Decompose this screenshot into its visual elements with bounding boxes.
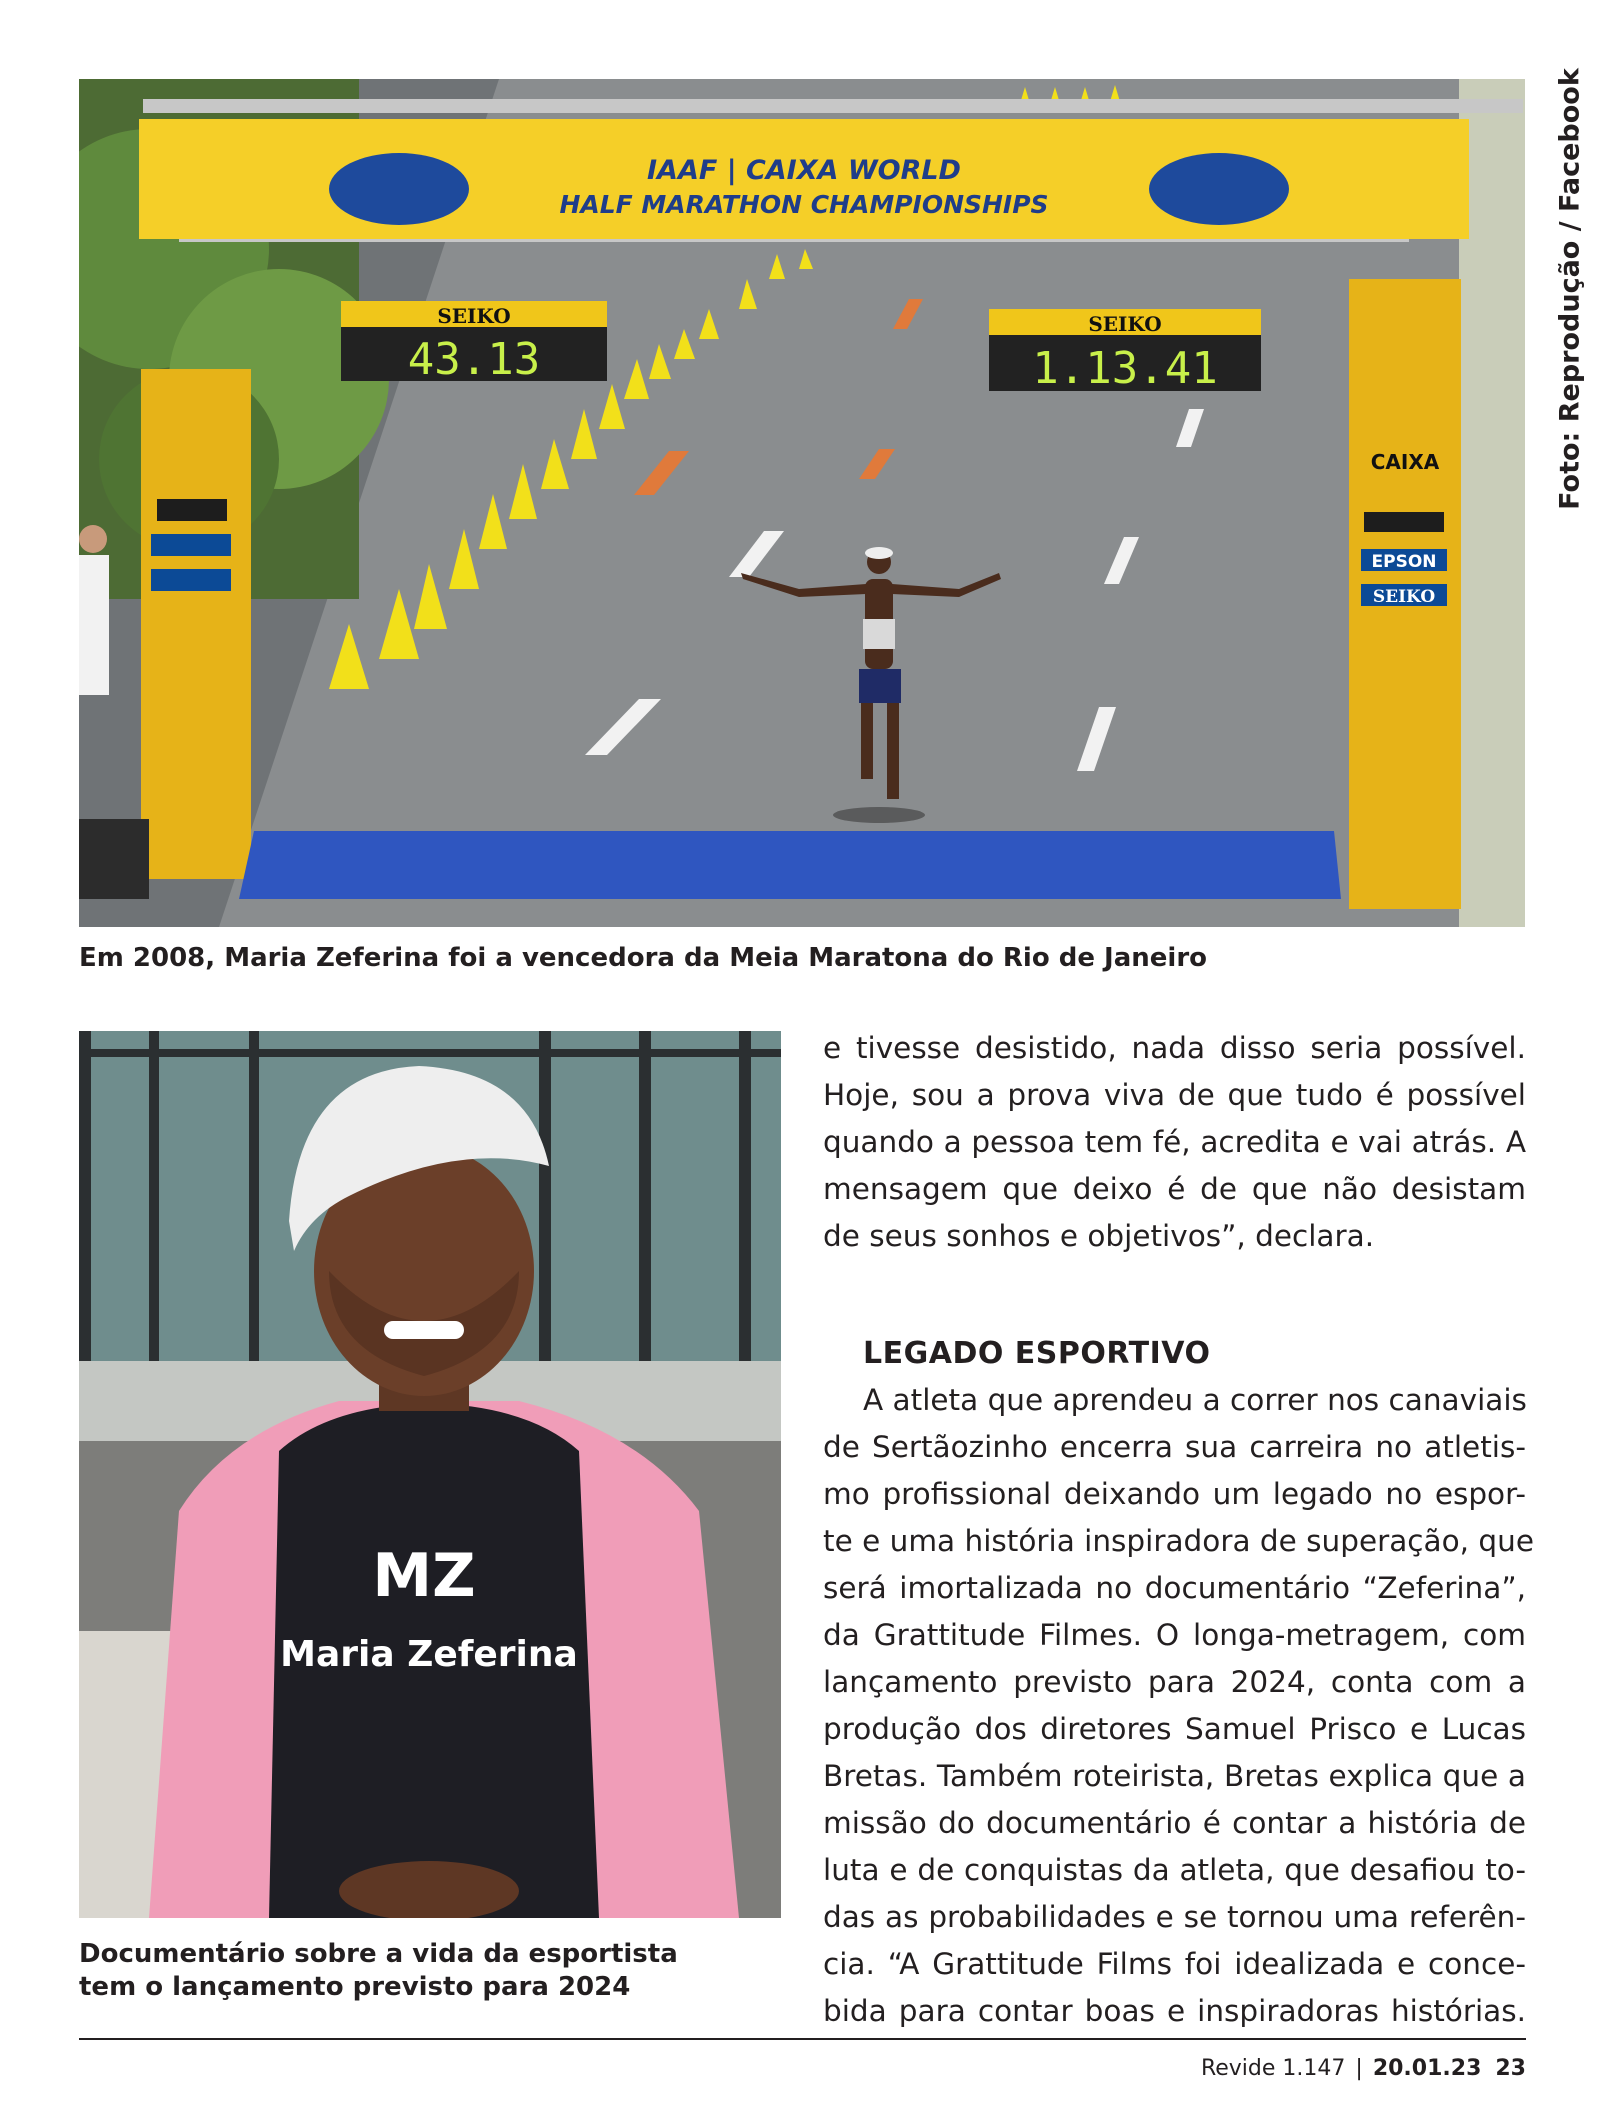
paragraph-1: [823, 1025, 1526, 1260]
article-line: produção dos diretores Samuel Prisco e Lucas: [823, 1712, 1526, 1746]
portrait-photo: [79, 1031, 781, 1918]
article-line: cia. “A Grattitude Films foi idealizada e conce-: [823, 1947, 1526, 1981]
top-photo-caption: Em 2008, Maria Zeferina foi a vencedora da Meia Maratona do Rio de Janeiro: [79, 943, 1208, 973]
article-line: das as probabilidades e se tornou uma referên-: [823, 1900, 1526, 1934]
article-column: [823, 1025, 1534, 2035]
clock-right-time: 1.13.41: [1032, 343, 1218, 394]
article-line: quando a pessoa tem fé, acredita e vai atrás. A: [823, 1125, 1526, 1159]
article-line: de Sertãozinho encerra sua carreira no atletis-: [823, 1430, 1526, 1464]
article-line: da Grattitude Filmes. O longa-metragem, com: [823, 1618, 1526, 1652]
article-line: e tivesse desistido, nada disso seria possível.: [823, 1031, 1526, 1065]
article-line: será imortalizada no documentário “Zeferina”,: [823, 1571, 1526, 1605]
clock-right-brand: SEIKO: [1088, 312, 1162, 336]
sponsor-caixa: CAIXA: [1370, 450, 1440, 474]
publication-name: Revide 1.147: [1200, 2056, 1346, 2081]
portrait-caption-line1: Documentário sobre a vida da esportista: [79, 1939, 678, 1969]
banner-line1: IAAF | CAIXA WORLD: [647, 155, 961, 186]
article-line: mensagem que deixo é de que não desistam: [823, 1172, 1526, 1206]
sponsor-epson: EPSON: [1371, 552, 1437, 572]
portrait-caption-line2: tem o lançamento previsto para 2024: [79, 1972, 631, 2002]
article-line: missão do documentário é contar a história de: [823, 1806, 1526, 1840]
paragraph-2: [823, 1377, 1534, 2035]
clock-left-brand: SEIKO: [437, 304, 511, 328]
shirt-logo: MZ: [372, 1541, 476, 1611]
issue-date: 20.01.23: [1372, 2056, 1482, 2081]
article-line: te e uma história inspiradora de superação, que: [823, 1524, 1534, 1558]
sponsor-seiko: SEIKO: [1372, 587, 1436, 607]
clock-left-time: 43.13: [407, 334, 541, 385]
banner-line2: HALF MARATHON CHAMPIONSHIPS: [559, 190, 1049, 219]
photo-credit: [1548, 68, 1592, 510]
photo-credit-text: Foto: Reprodução / Facebook: [1554, 68, 1586, 510]
section-heading: LEGADO ESPORTIVO: [863, 1336, 1211, 1371]
shirt-name: Maria Zeferina: [280, 1634, 578, 1675]
article-line: mo profissional deixando um legado no espor-: [823, 1477, 1526, 1511]
article-line: lançamento previsto para 2024, conta com a: [823, 1665, 1526, 1699]
marathon-finish-photo: [79, 79, 1525, 927]
article-line: bida para contar boas e inspiradoras histórias.: [823, 1994, 1526, 2028]
article-line: Bretas. Também roteirista, Bretas explica que a: [823, 1759, 1526, 1793]
page-footer: Revide 1.147 | 20.01.23 23: [1200, 2056, 1526, 2081]
page-number: 23: [1495, 2056, 1526, 2081]
article-line: de seus sonhos e objetivos”, declara.: [823, 1219, 1375, 1253]
footer-divider: [79, 2038, 1526, 2040]
article-line: Hoje, sou a prova viva de que tudo é possível: [823, 1078, 1526, 1112]
portrait-caption: [79, 1938, 779, 2004]
article-line: A atleta que aprendeu a correr nos canaviais: [863, 1383, 1527, 1417]
article-line: luta e de conquistas da atleta, que desafiou to-: [823, 1853, 1526, 1887]
